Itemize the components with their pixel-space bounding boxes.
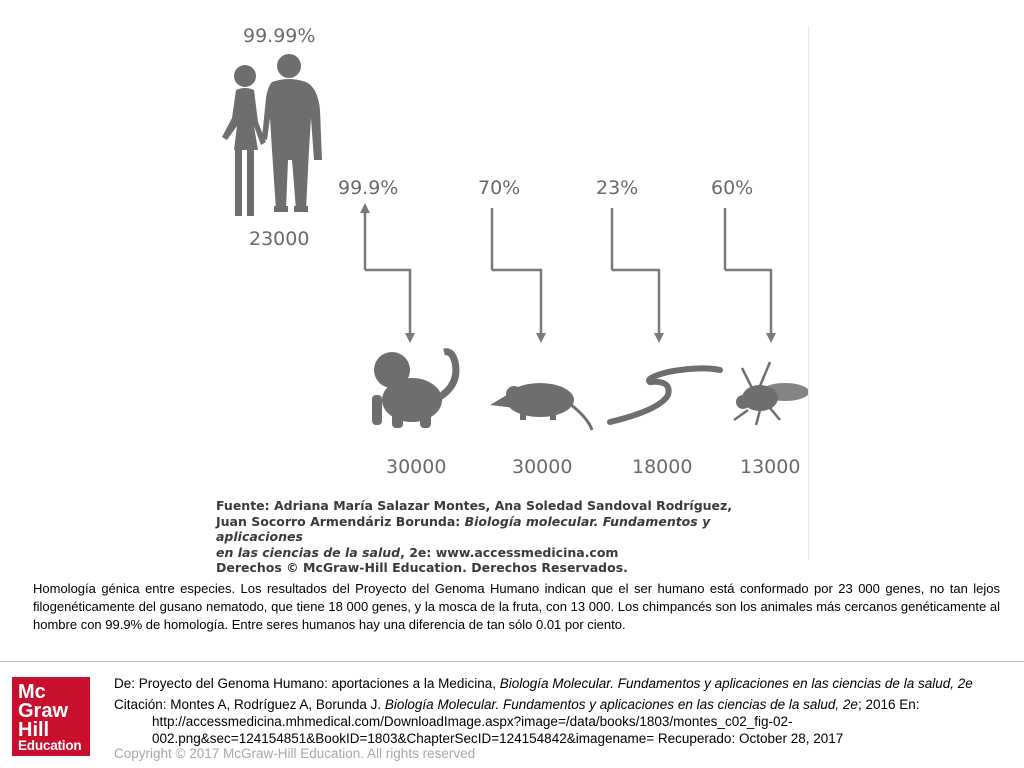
chimpanzee-arrow: [365, 208, 410, 338]
chimpanzee-homology-label: 99.9%: [338, 177, 399, 199]
mouse-genes-label: 30000: [512, 456, 573, 478]
nematode-genes-label: 18000: [632, 456, 693, 478]
figure-source: [216, 498, 796, 576]
copyright-notice: Copyright © 2017 McGraw-Hill Education. All rights reserved: [114, 746, 476, 761]
fruit-fly-icon: [734, 362, 809, 425]
figure-right-edge: [808, 26, 809, 560]
fly-arrow: [725, 208, 771, 338]
fly-genes-label: 13000: [740, 456, 801, 478]
mouse-icon: [490, 383, 592, 430]
human-couple-icon: [222, 54, 322, 216]
source-reference: De: Proyecto del Genoma Humano: aportaciones a la Medicina, Biología Molecular. Fundamentos y aplicaciones en las ciencias de la salud, 2e: [114, 676, 973, 691]
mouse-arrow: [492, 208, 541, 338]
mcgraw-hill-logo: Mc Graw Hill Education: [12, 677, 90, 756]
mouse-homology-label: 70%: [478, 177, 521, 199]
human-homology-label: 99.99%: [243, 25, 316, 47]
chimpanzee-genes-label: 30000: [386, 456, 447, 478]
nematode-homology-label: 23%: [596, 177, 639, 199]
chimpanzee-icon: [372, 352, 456, 428]
human-genes-label: 23000: [249, 228, 310, 250]
figure-caption: Homología génica entre especies. Los resultados del Proyecto del Genoma Humano indican que el ser humano está conformado por 23 000 genes, no tan lejos filogenéticamente del gusano nematodo, que tiene 18 000 genes, y la mosca de la fruta, con 13 000. Los chimpancés son los animales más cercanos genéticamente al hombre con 99.9% de homología. Entre seres humanos hay una diferencia de tan sólo 0.01 por ciento.: [33, 581, 1000, 632]
citation-url-line-2[interactable]: 002.png&sec=124154851&BookID=1803&ChapterSecID=124154842&imagename= Recuperado: October 28, 2017: [152, 731, 844, 746]
source-line-3: en las ciencias de la salud, 2e: www.accessmedicina.com: [216, 544, 619, 560]
source-line-2: Juan Socorro Armendáriz Borunda: Biología molecular. Fundamentos y aplicaciones: [216, 513, 711, 544]
citation-url-line-1[interactable]: http://accessmedicina.mhmedical.com/DownloadImage.aspx?image=/data/books/1803/montes_c02_fig-02-: [152, 714, 793, 729]
nematode-worm-icon: [610, 368, 720, 422]
fly-homology-label: 60%: [711, 177, 754, 199]
source-line-1: Fuente: Adriana María Salazar Montes, Ana Soledad Sandoval Rodríguez,: [216, 498, 733, 513]
nematode-arrow: [612, 208, 659, 338]
source-line-4: Derechos © McGraw-Hill Education. Derechos Reservados.: [216, 560, 628, 575]
footer-divider: [0, 661, 1024, 662]
citation: Citación: Montes A, Rodríguez A, Borunda J. Biología Molecular. Fundamentos y aplicaciones en las ciencias de la salud, 2e; 2016 En: http://accessmedicina.mhmedical.com/DownloadImage.aspx?image=/data/books/1803/montes_c02_fig-02- 002.png&sec=124154851&BookID=1803&ChapterSecID=124154842&imagename= Recuperado: October 28, 2017: [114, 696, 994, 747]
